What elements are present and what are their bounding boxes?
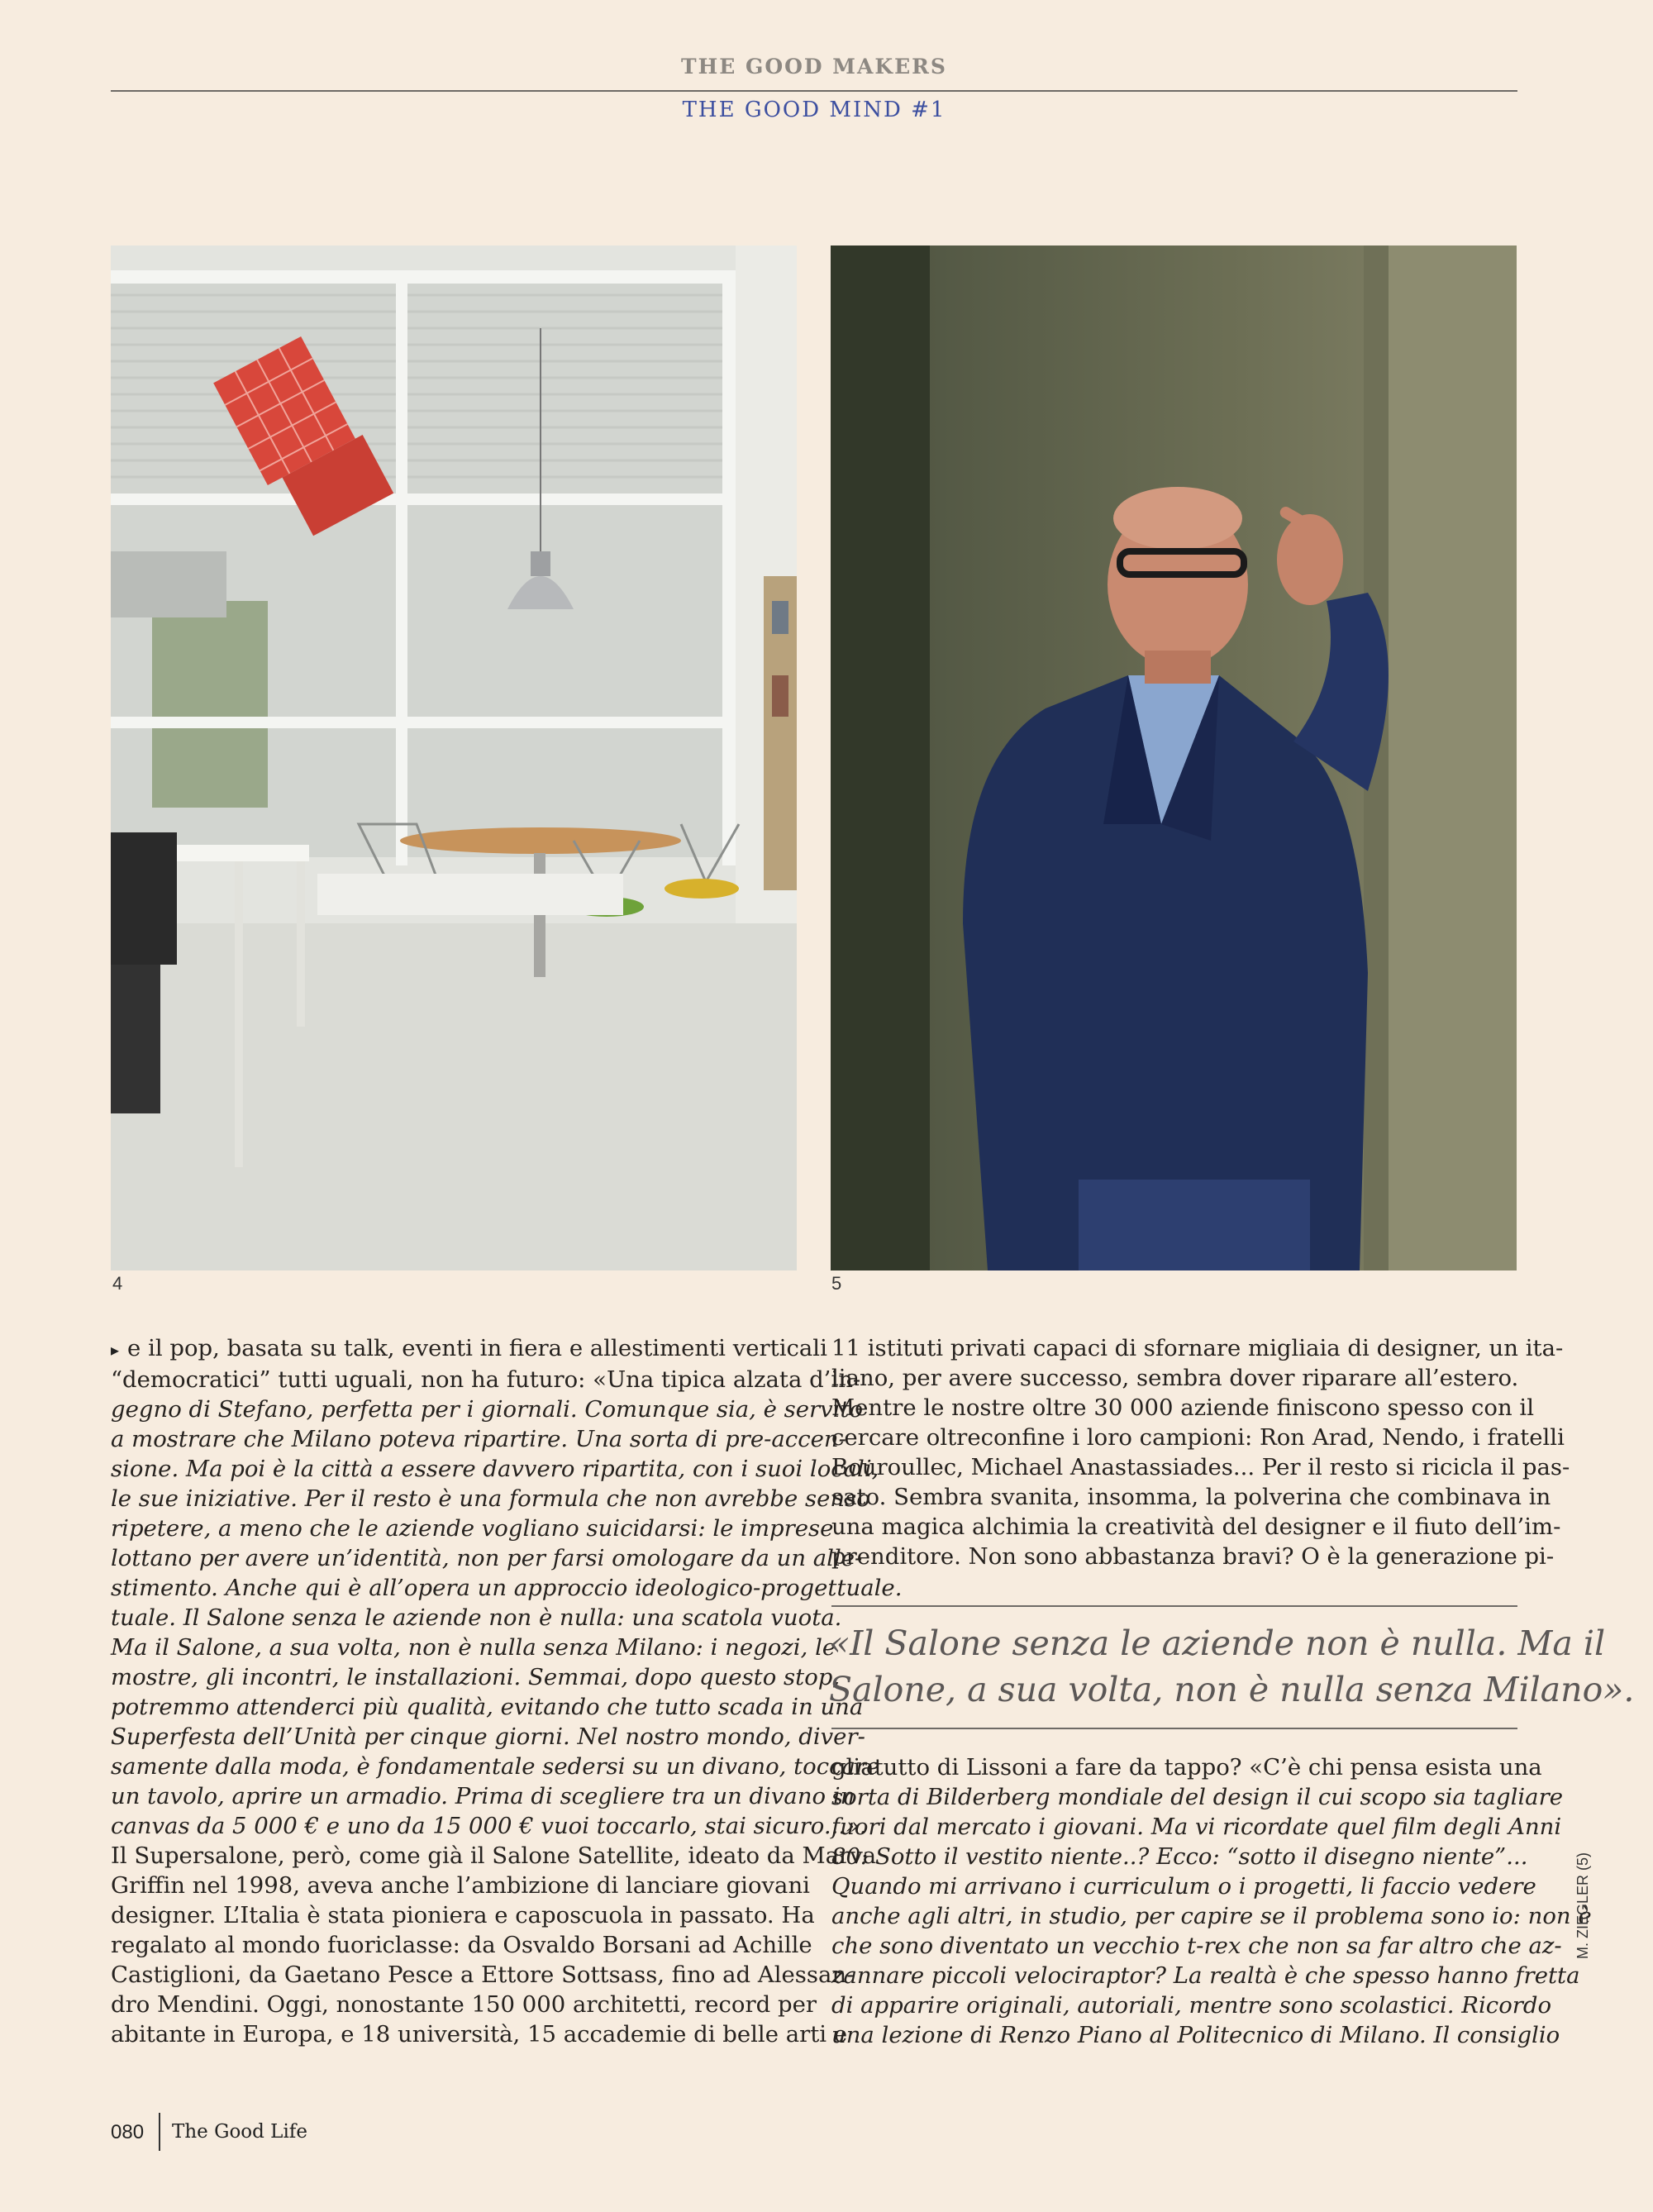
text-line: che sono diventato un vecchio t-rex che non sa far altro che az- [831, 1933, 1562, 1959]
text-line: Griffin nel 1998, aveva anche l’ambizione di lanciare giovani [111, 1872, 810, 1899]
pull-quote-line: Salone, a sua volta, non è nulla senza Milano». [829, 1670, 1635, 1709]
text-line: mostre, gli incontri, le installazioni. Semmai, dopo questo stop, [111, 1664, 841, 1690]
text-line: sione. Ma poi è la città a essere davvero ripartita, con i suoi locali, [111, 1456, 879, 1482]
section-header: THE GOOD MAKERS [681, 55, 947, 79]
text-line: 11 istituti privati capaci di sfornare migliaia di designer, un ita- [831, 1335, 1564, 1361]
text-line: sorta di Bilderberg mondiale del design il cui scopo sia tagliare [831, 1784, 1563, 1810]
text-line: ripetere, a meno che le aziende vogliano suicidarsi: le imprese [111, 1515, 834, 1542]
text-line: sato. Sembra svanita, insomma, la polverina che combinava in [831, 1484, 1551, 1510]
photo-studio-interior [111, 246, 797, 1270]
text-line: regalato al mondo fuoriclasse: da Osvaldo Borsani ad Achille [111, 1932, 812, 1958]
text-line: potremmo attenderci più qualità, evitando che tutto scada in una [111, 1694, 864, 1720]
text-line: stimento. Anche qui è all’opera un approccio ideologico-progettuale. [111, 1575, 903, 1601]
text-line: dro Mendini. Oggi, nonostante 150 000 architetti, record per [111, 1991, 817, 2018]
text-line: zannare piccoli velociraptor? La realtà è che spesso hanno fretta [831, 1962, 1580, 1989]
text-line: fuori dal mercato i giovani. Ma vi ricordate quel film degli Anni [831, 1814, 1562, 1840]
text-line: prenditore. Non sono abbastanza bravi? O è la generazione pi- [831, 1543, 1555, 1570]
text-line: samente dalla moda, è fondamentale sedersi su un divano, toccare [111, 1753, 880, 1780]
text-line: un tavolo, aprire un armadio. Prima di scegliere tra un divano in [111, 1783, 855, 1809]
photo-number-4: 4 [112, 1273, 123, 1294]
text-line: Mentre le nostre oltre 30 000 aziende finiscono spesso con il [831, 1394, 1535, 1421]
article-column-left [111, 1333, 903, 2049]
article-column-right-top [831, 1333, 1570, 1571]
subsection-header: THE GOOD MIND #1 [682, 98, 946, 122]
text-line: 80: Sotto il vestito niente..? Ecco: “sotto il disegno niente”... [831, 1843, 1528, 1870]
text-line: di apparire originali, autoriali, mentre sono scolastici. Ricordo [831, 1992, 1552, 2019]
quote-rule-top [831, 1605, 1517, 1607]
text-line: anche agli altri, in studio, per capire se il problema sono io: non è [831, 1903, 1592, 1929]
text-line: canvas da 5 000 € e uno da 15 000 € vuoi toccarlo, stai sicuro...». [111, 1813, 867, 1839]
text-line: Il Supersalone, però, come già il Salone Satellite, ideato da Marva [111, 1843, 877, 1869]
text-line: una magica alchimia la creatività del designer e il fiuto dell’im- [831, 1514, 1561, 1540]
text-line: gegno di Stefano, perfetta per i giornali. Comunque sia, è servito [111, 1396, 864, 1423]
text-line: cercare oltreconfine i loro campioni: Ron Arad, Nendo, i fratelli [831, 1424, 1565, 1451]
footer-divider [159, 2113, 160, 2151]
text-line: abitante in Europa, e 18 università, 15 accademie di belle arti e [111, 2021, 848, 2048]
text-line: a mostrare che Milano poteva ripartire. Una sorta di pre-accen- [111, 1426, 846, 1452]
text-line: Quando mi arrivano i curriculum o i progetti, li faccio vedere [831, 1873, 1536, 1900]
quote-rule-bottom [831, 1728, 1517, 1729]
header-rule [111, 90, 1517, 92]
pull-quote [829, 1620, 1635, 1713]
text-line: Bouroullec, Michael Anastassiades... Per il resto si ricicla il pas- [831, 1454, 1570, 1480]
text-line: Ma il Salone, a sua volta, non è nulla senza Milano: i negozi, le [111, 1634, 836, 1661]
triangle-marker-icon: ▸ [111, 1340, 120, 1360]
text-line: Castiglioni, da Gaetano Pesce a Ettore Sottsass, fino ad Alessan- [111, 1962, 855, 1988]
text-line: ▸ e il pop, basata su talk, eventi in fiera e allestimenti verticali [111, 1335, 827, 1361]
photo-credit: M. ZIEGLER (5) [1574, 1852, 1591, 1959]
text-line: una lezione di Renzo Piano al Politecnico di Milano. Il consiglio [831, 2022, 1560, 2048]
pull-quote-line: «Il Salone senza le aziende non è nulla. Ma il [829, 1623, 1606, 1663]
text-line: gliatutto di Lissoni a fare da tappo? «C’è chi pensa esista una [831, 1754, 1542, 1781]
text-line: liano, per avere successo, sembra dover riparare all’estero. [831, 1365, 1519, 1391]
photo-number-5: 5 [831, 1273, 842, 1294]
text-line: designer. L’Italia è stata pioniera e caposcuola in passato. Ha [111, 1902, 815, 1928]
text-line: “democratici” tutti uguali, non ha futuro: «Una tipica alzata d’in- [111, 1366, 861, 1393]
text-line: le sue iniziative. Per il resto è una formula che non avrebbe senso [111, 1485, 870, 1512]
magazine-name: The Good Life [172, 2121, 307, 2143]
text-line: lottano per avere un’identità, non per farsi omologare da un alle- [111, 1545, 863, 1571]
photo-portrait [831, 246, 1517, 1270]
text-line: Superfesta dell’Unità per cinque giorni. Nel nostro mondo, diver- [111, 1723, 865, 1750]
page-number: 080 [111, 2121, 145, 2143]
text-line: tuale. Il Salone senza le aziende non è nulla: una scatola vuota. [111, 1604, 842, 1631]
